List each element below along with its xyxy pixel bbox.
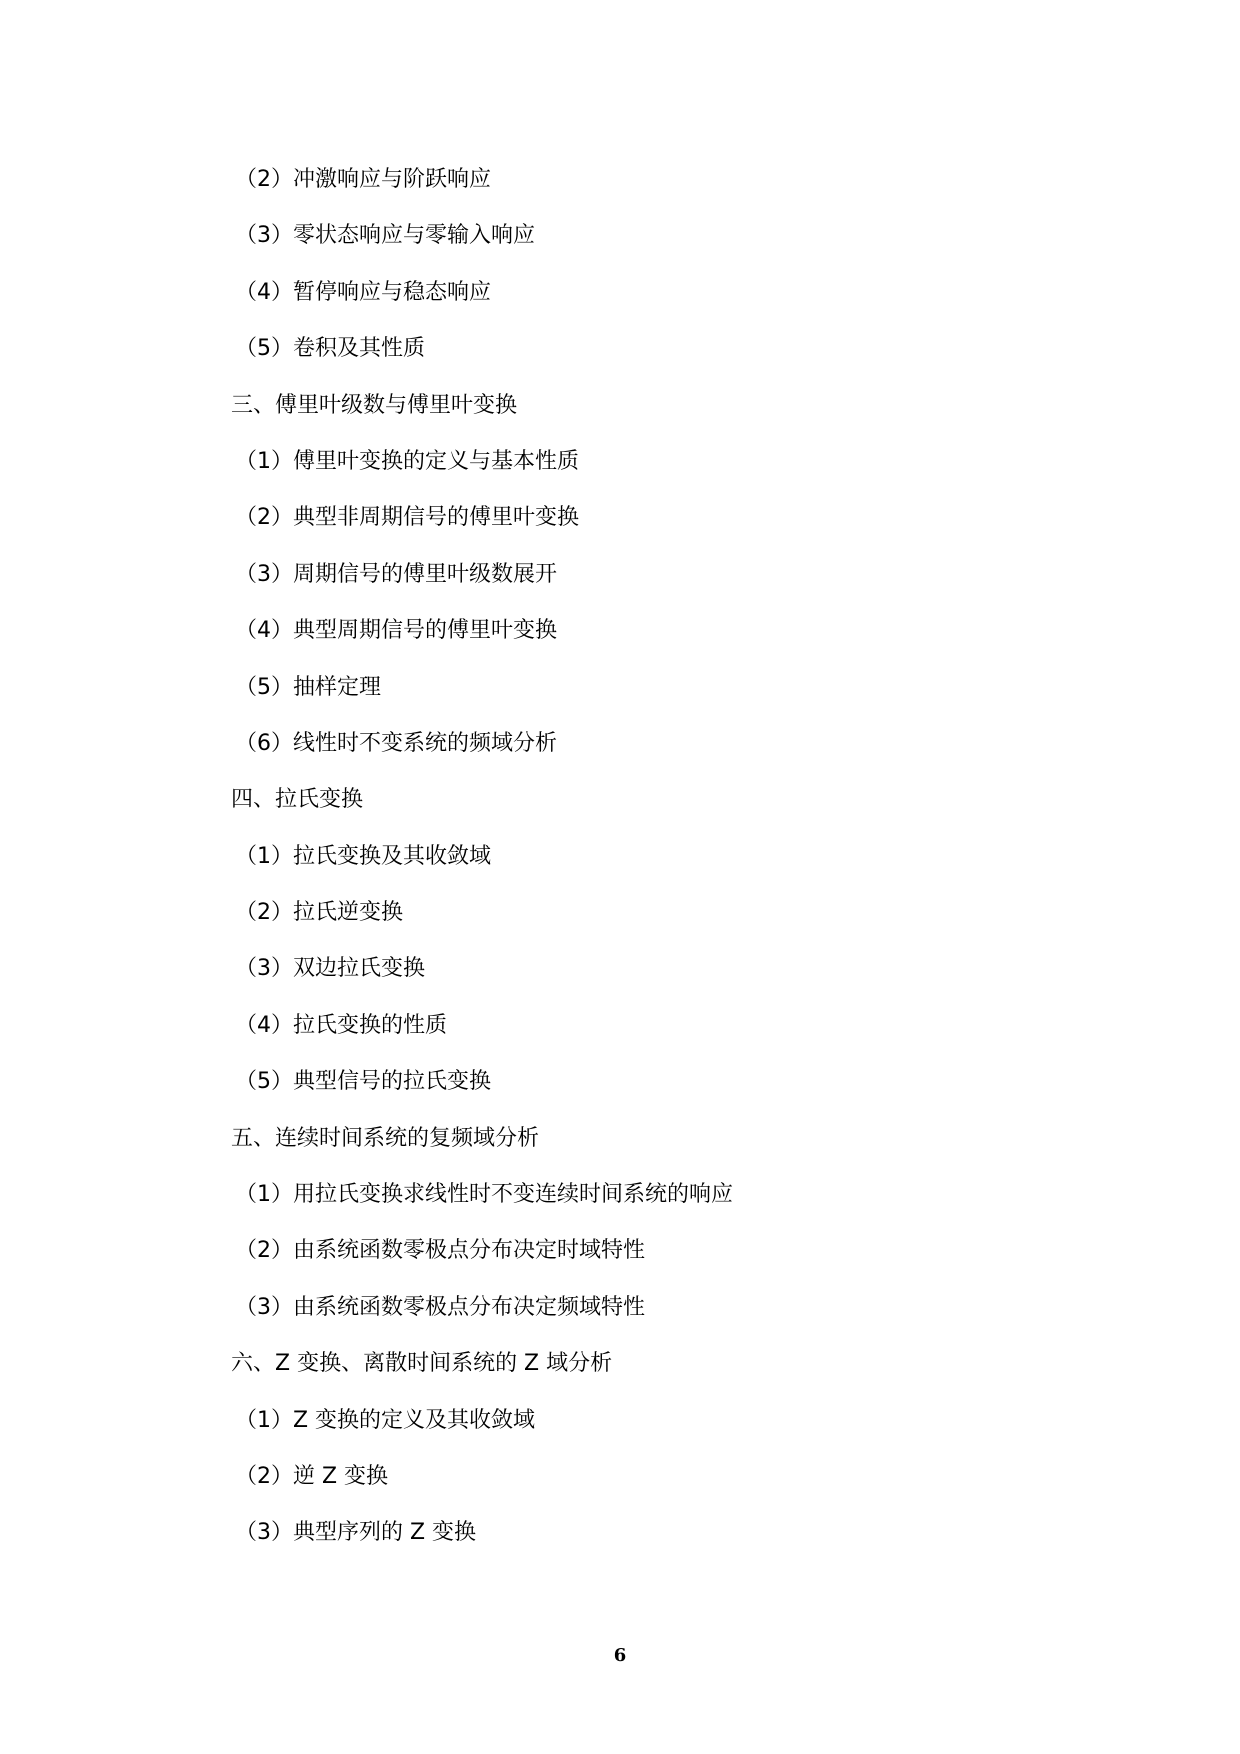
outline-item: （3）典型序列的 Z 变换: [235, 1520, 477, 1546]
outline-item: （4）暂停响应与稳态响应: [235, 279, 491, 305]
outline-item: （5）典型信号的拉氏变换: [235, 1069, 491, 1095]
outline-item: （3）周期信号的傅里叶级数展开: [235, 561, 557, 587]
outline-item: （4）典型周期信号的傅里叶变换: [235, 618, 557, 644]
outline-item: （6）线性时不变系统的频域分析: [235, 730, 557, 756]
section-heading: 五、连续时间系统的复频域分析: [231, 1125, 540, 1151]
outline-item: （3）双边拉氏变换: [235, 956, 425, 982]
outline-item: （2）逆 Z 变换: [235, 1463, 389, 1489]
section-heading: 六、Z 变换、离散时间系统的 Z 域分析: [231, 1351, 613, 1377]
outline-content: [231, 168, 1131, 1578]
section-heading: 四、拉氏变换: [231, 787, 364, 813]
outline-item: （2）由系统函数零极点分布决定时域特性: [235, 1238, 645, 1264]
outline-item: （3）零状态响应与零输入响应: [235, 223, 535, 249]
outline-item: （1）Z 变换的定义及其收敛域: [235, 1407, 536, 1433]
outline-item: （2）拉氏逆变换: [235, 900, 403, 926]
outline-item: （2）冲激响应与阶跃响应: [235, 167, 491, 192]
outline-item: （2）典型非周期信号的傅里叶变换: [235, 505, 579, 531]
outline-item: （1）傅里叶变换的定义与基本性质: [235, 448, 579, 474]
section-heading: 三、傅里叶级数与傅里叶变换: [231, 392, 518, 418]
page-number: 6: [613, 1645, 627, 1666]
outline-item: （3）由系统函数零极点分布决定频域特性: [235, 1294, 645, 1320]
outline-item: （1）拉氏变换及其收敛域: [235, 843, 491, 869]
outline-item: （1）用拉氏变换求线性时不变连续时间系统的响应: [235, 1182, 733, 1208]
outline-item: （5）抽样定理: [235, 674, 381, 700]
outline-item: （4）拉氏变换的性质: [235, 1012, 447, 1038]
outline-item: （5）卷积及其性质: [235, 336, 425, 362]
